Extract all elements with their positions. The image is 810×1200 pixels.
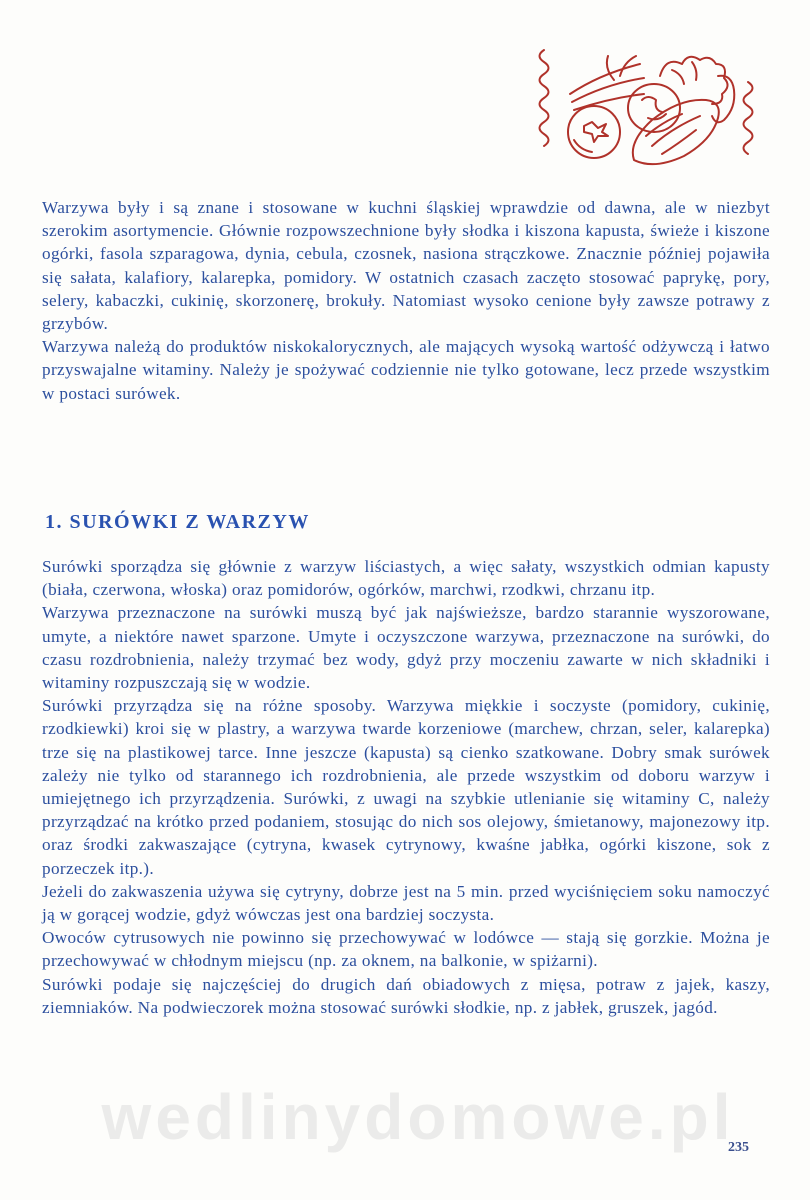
section-paragraph: Surówki sporządza się głównie z warzyw liściastych, a więc sałaty, wszystkich odmian kapusty (biała, czerwona, włoska) oraz pomidorów, ogórków, marchwi, rzodkwi, chrzanu itp. [42,557,770,600]
vegetables-illustration [522,36,772,176]
section-paragraph: Warzywa przeznaczone na surówki muszą być jak najświeższe, bardzo starannie wyszorowane, umyte, a niektóre nawet sparzone. Umyte i oczyszczone warzywa, przeznaczone na surówki, do czasu rozdrobnienia, należy trzymać bez wody, gdyż przy moczeniu zawarte w nich składniki i witaminy rozpuszczają się w wodzie. [42,603,770,693]
cucumber-icon [633,100,719,164]
pepper-icon [712,76,734,122]
watermark: wedlinydomowe.pl [101,1081,735,1153]
right-curl-border [744,82,753,154]
page-number: 235 [728,1140,749,1155]
section-title: 1. SURÓWKI Z WARZYW [45,511,310,533]
intro-text [42,196,770,405]
intro-paragraph: Warzywa należą do produktów niskokalorycznych, ale mających wysoką wartość odżywczą i łatwo przyswajalne witaminy. Należy je spożywać codziennie nie tylko gotowane, lecz przede wszystkim w postaci surówek. [42,337,770,403]
intro-paragraph: Warzywa były i są znane i stosowane w kuchni śląskiej wprawdzie od dawna, ale w niezbyt szerokim asortymencie. Głównie rozpowszechnione były słodka i kiszona kapusta, świeże i kiszone ogórki, fasola szparagowa, dynia, cebula, czosnek, nasiona strączkowe. Znacznie później pojawiła się sałata, kalafiory, kalarepka, pomidory. W ostatnich czasach zaczęto stosować paprykę, pory, selery, kabaczki, cukinię, skorzonerę, brokuły. Natomiast wysoko cenione były zawsze potrawy z grzybów. [42,198,770,334]
section-paragraph: Surówki podaje się najczęściej do drugich dań obiadowych z mięsa, potraw z jajek, kaszy, ziemniaków. Na podwieczorek można stosować surówki słodkie, np. z jabłek, gruszek, jagód. [42,974,770,1017]
leek-icon [570,64,644,110]
section-paragraph: Surówki przyrządza się na różne sposoby. Warzywa miękkie i soczyste (pomidory, cukinię, rzodkiewki) kroi się w plastry, a warzywa twarde korzeniowe (marchew, chrzan, seler, kalarepka) trze się na plastikowej tarce. Inne jeszcze (kapusta) są cienko szatkowane. Dobry smak surówek zależy nie tylko od starannego ich rozdrobnienia, ale przede wszystkim od doboru warzyw i umiejętnego ich przyrządzenia. Surówki, z uwagi na szybkie utlenianie się witaminy C, należy przyrządzać na krótko przed podaniem, stosując do nich sos olejowy, śmietanowy, majonezowy itp. oraz środki zakwaszające (cytryna, kwasek cytrynowy, kwaśne jabłka, ogórki kiszone, sok z porzeczek itp.). [42,696,770,878]
left-curl-border [540,50,549,146]
section-text [42,555,770,1019]
section-paragraph: Jeżeli do zakwaszenia używa się cytryny, dobrze jest na 5 min. przed wyciśnięciem soku namoczyć ją w gorącej wodzie, gdyż wówczas jest ona bardziej soczysta. [42,881,770,925]
tomato-icon [568,106,620,158]
section-paragraph: Owoców cytrusowych nie powinno się przechowywać w lodówce — stają się gorzkie. Można je przechowywać w chłodnym miejscu (np. za oknem, na balkonie, w spiżarni). [42,928,770,971]
